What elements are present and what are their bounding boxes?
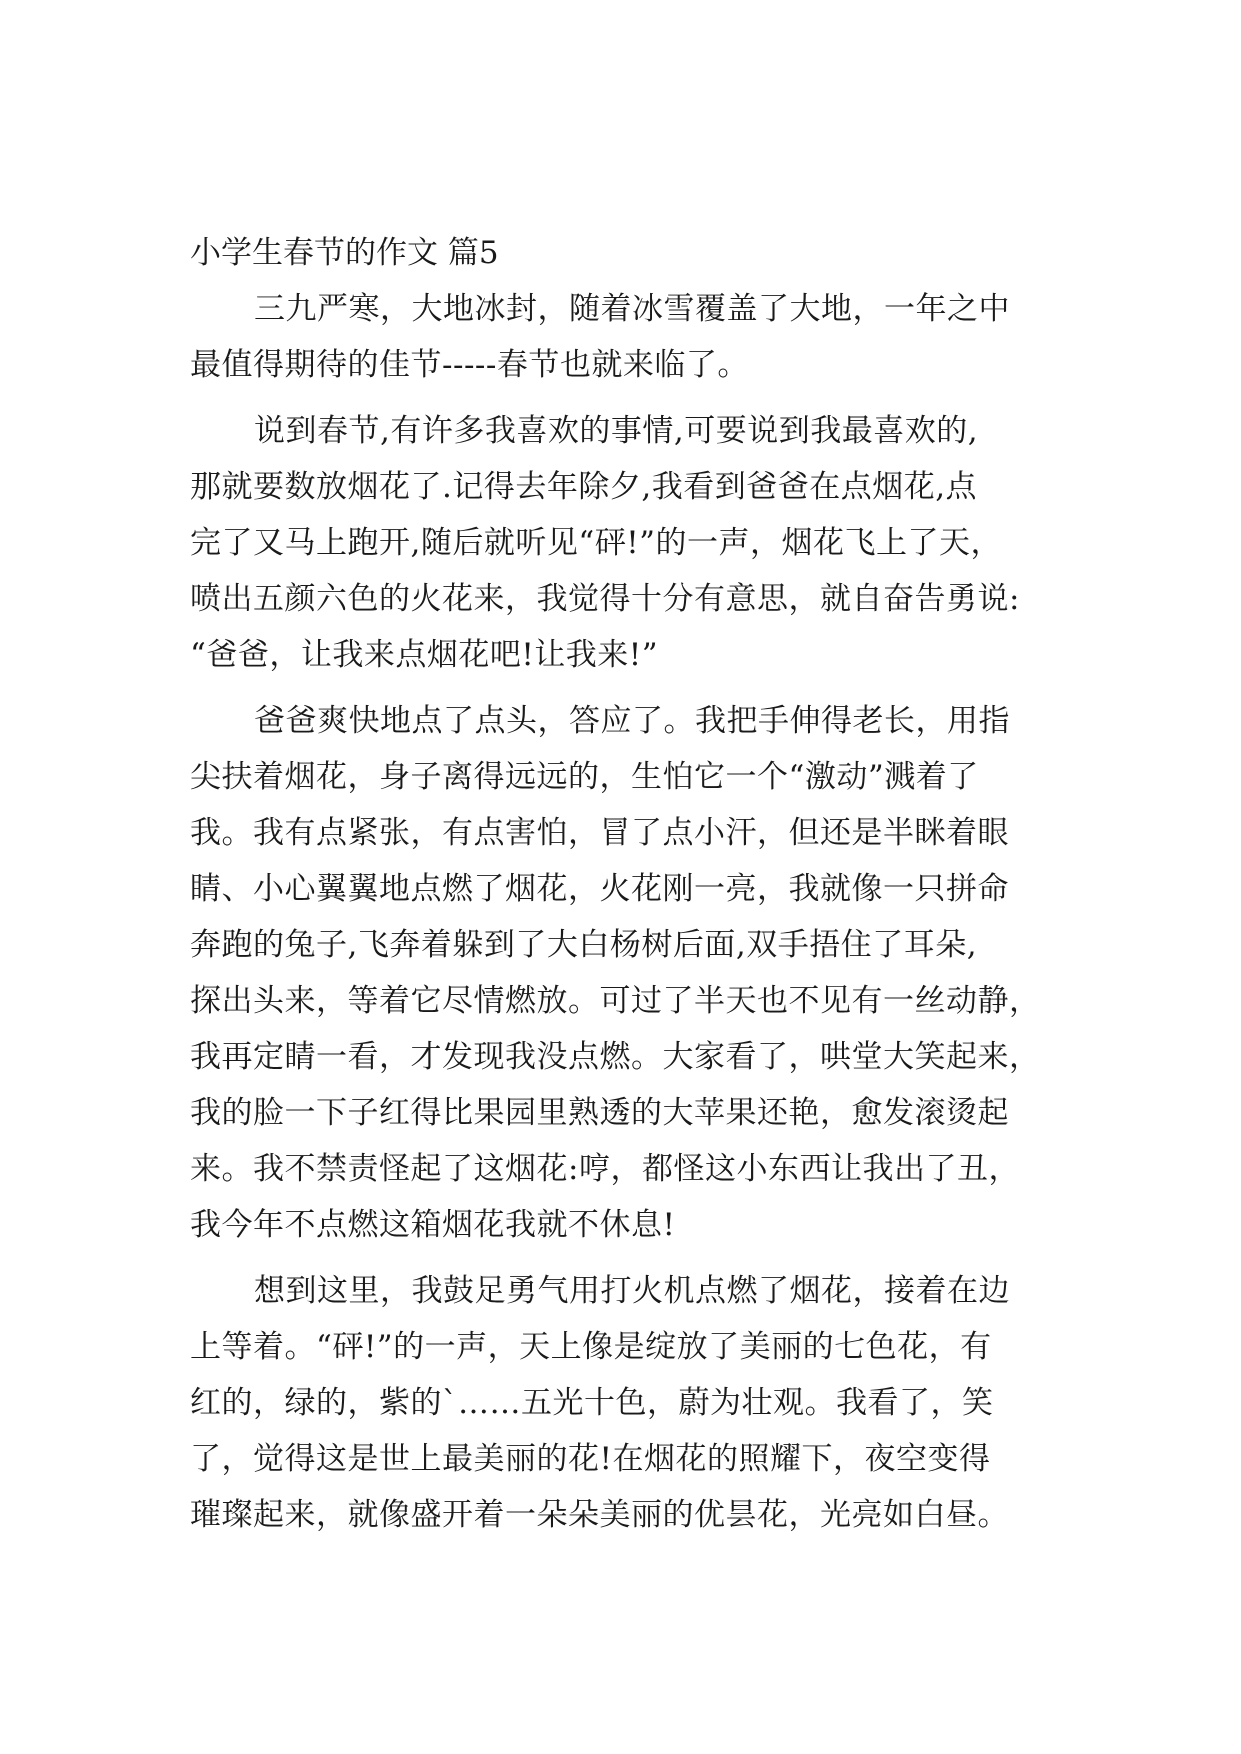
text-line: 上等着。“砰!”的一声，天上像是绽放了美丽的七色花，有 — [190, 1329, 992, 1365]
text-line: 璀璨起来，就像盛开着一朵朵美丽的优昙花，光亮如白昼。 — [190, 1497, 1009, 1533]
text-line: 奔跑的兔子,飞奔着躲到了大白杨树后面,双手捂住了耳朵, — [190, 927, 978, 963]
text-line: 我今年不点燃这箱烟花我就不休息! — [190, 1207, 676, 1243]
paragraph-2 — [190, 403, 1080, 683]
paragraph-4 — [190, 1263, 1080, 1543]
text-line: 睛、小心翼翼地点燃了烟花，火花刚一亮，我就像一只拼命 — [190, 871, 1009, 907]
text-line: 来。我不禁责怪起了这烟花:哼，都怪这小东西让我出了丑， — [190, 1151, 1020, 1187]
text-line: “爸爸，让我来点烟花吧!让我来!” — [190, 637, 659, 673]
text-line: 了，觉得这是世上最美丽的花!在烟花的照耀下，夜空变得 — [190, 1441, 991, 1477]
paragraph-1 — [190, 281, 1080, 393]
text-line: 我再定睛一看，才发现我没点燃。大家看了，哄堂大笑起来， — [190, 1039, 1041, 1075]
essay-title: 小学生春节的作文 篇5 — [190, 235, 499, 271]
text-line: 三九严寒，大地冰封，随着冰雪覆盖了大地，一年之中 — [254, 291, 1010, 327]
text-line: 喷出五颜六色的火花来，我觉得十分有意思，就自奋告勇说: — [190, 581, 1020, 617]
text-line: 我的脸一下子红得比果园里熟透的大苹果还艳，愈发滚烫起 — [190, 1095, 1009, 1131]
text-line: 说到春节,有许多我喜欢的事情,可要说到我最喜欢的, — [254, 413, 979, 449]
document-page — [190, 225, 1080, 1553]
text-line: 最值得期待的佳节-----春节也就来临了。 — [190, 347, 749, 383]
text-line: 我。我有点紧张，有点害怕，冒了点小汗，但还是半眯着眼 — [190, 815, 1009, 851]
text-line: 想到这里，我鼓足勇气用打火机点燃了烟花，接着在边 — [254, 1273, 1010, 1309]
text-line: 爸爸爽快地点了点头，答应了。我把手伸得老长，用指 — [254, 703, 1010, 739]
text-line: 完了又马上跑开,随后就听见“砰!”的一声，烟花飞上了天， — [190, 525, 1003, 561]
text-line: 尖扶着烟花，身子离得远远的，生怕它一个“激动”溅着了 — [190, 759, 979, 795]
text-line: 探出头来，等着它尽情燃放。可过了半天也不见有一丝动静， — [190, 983, 1041, 1019]
paragraph-3 — [190, 693, 1080, 1253]
text-line: 红的，绿的，紫的`……五光十色，蔚为壮观。我看了，笑 — [190, 1385, 994, 1421]
text-line: 那就要数放烟花了.记得去年除夕,我看到爸爸在点烟花,点 — [190, 469, 978, 505]
